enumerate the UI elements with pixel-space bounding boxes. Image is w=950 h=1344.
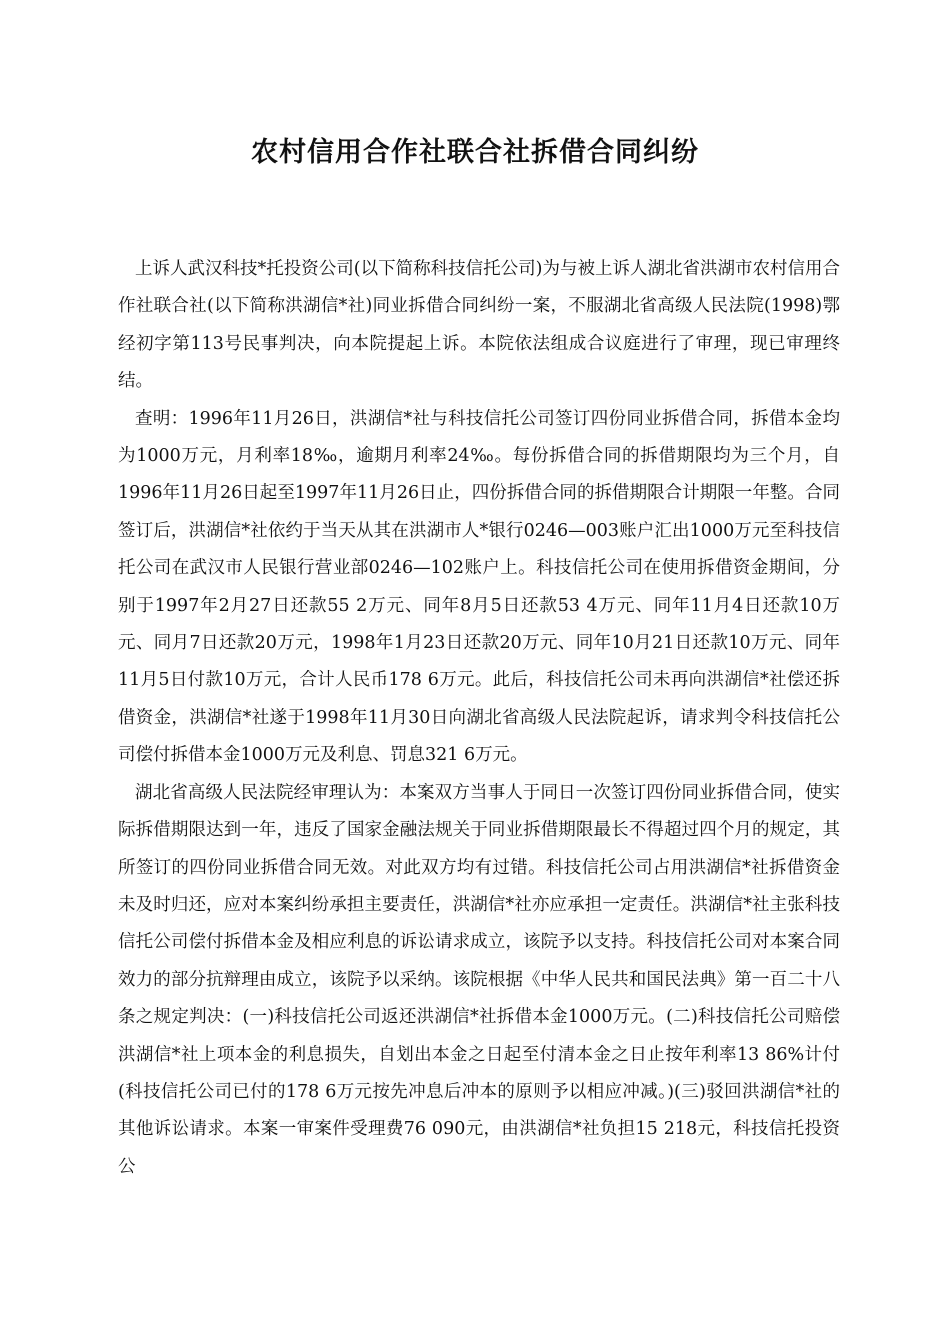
document-body: [118, 251, 840, 1186]
paragraph-first-instance-judgment: 湖北省高级人民法院经审理认为：本案双方当事人于同日一次签订四份同业拆借合同，使实际拆借期限达到一年，违反了国家金融法规关于同业拆借期限最长不得超过四个月的规定，其所签订的四份同业拆借合同无效。对此双方均有过错。科技信托公司占用洪湖信*社拆借资金未及时归还，应对本案纠纷承担主要责任，洪湖信*社亦应承担一定责任。洪湖信*社主张科技信托公司偿付拆借本金及相应利息的诉讼请求成立，该院予以支持。科技信托公司对本案合同效力的部分抗辩理由成立，该院予以采纳。该院根据《中华人民共和国民法典》第一百二十八条之规定判决：(一)科技信托公司返还洪湖信*社拆借本金1000万元。(二)科技信托公司赔偿洪湖信*社上项本金的利息损失，自划出本金之日起至付清本金之日止按年利率13 86%计付(科技信托公司已付的178 6万元按先冲息后冲本的原则予以相应冲减。)(三)驳回洪湖信*社的其他诉讼请求。本案一审案件受理费76 090元，由洪湖信*社负担15 218元，科技信托投资公: [118, 782, 840, 1177]
paragraph-findings: 查明：1996年11月26日，洪湖信*社与科技信托公司签订四份同业拆借合同，拆借本金均为1000万元，月利率18‰，逾期月利率24‰。每份拆借合同的拆借期限均为三个月，自1996年11月26日起至1997年11月26日止，四份拆借合同的拆借期限合计期限一年整。合同签订后，洪湖信*社依约于当天从其在洪湖市人*银行0246—003账户汇出1000万元至科技信托公司在武汉市人民银行营业部0246—102账户上。科技信托公司在使用拆借资金期间，分别于1997年2月27日还款55 2万元、同年8月5日还款53 4万元、同年11月4日还款10万元、同月7日还款20万元，1998年1月23日还款20万元、同年10月21日还款10万元、同年11月5日付款10万元，合计人民币178 6万元。此后，科技信托公司未再向洪湖信*社偿还拆借资金，洪湖信*社遂于1998年11月30日向湖北省高级人民法院起诉，请求判令科技信托公司偿付拆借本金1000万元及利息、罚息321 6万元。: [118, 408, 840, 766]
document-title: 农村信用合作社联合社拆借合同纠纷: [251, 137, 699, 168]
paragraph-appeal-intro: 上诉人武汉科技*托投资公司(以下简称科技信托公司)为与被上诉人湖北省洪湖市农村信用合作社联合社(以下简称洪湖信*社)同业拆借合同纠纷一案，不服湖北省高级人民法院(1998)鄂经初字第113号民事判决，向本院提起上诉。本院依法组成合议庭进行了审理，现已审理终结。: [118, 259, 840, 392]
